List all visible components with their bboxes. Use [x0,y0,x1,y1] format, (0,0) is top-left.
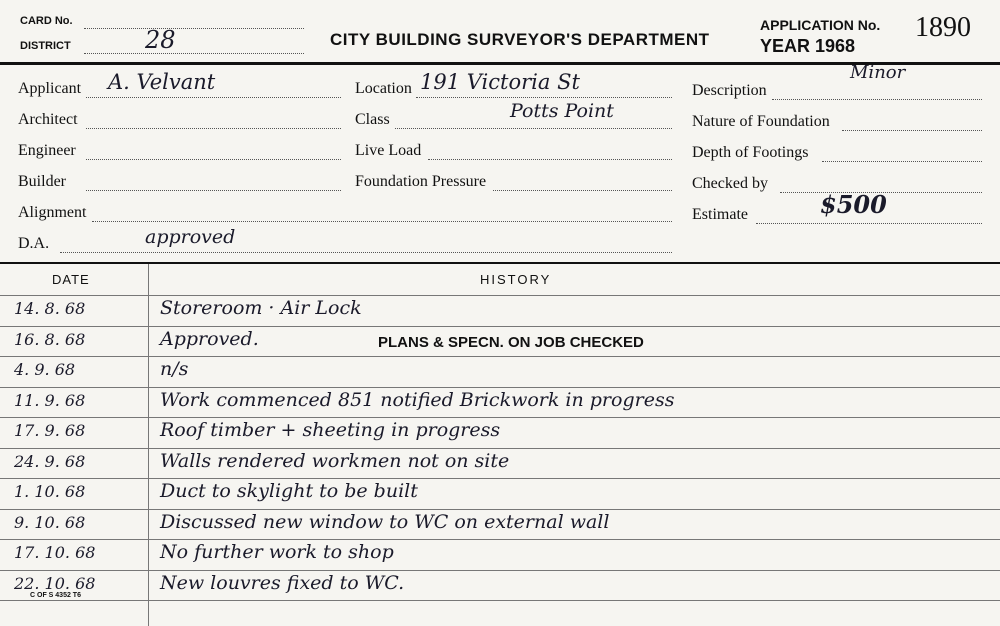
description-label: Description [692,82,767,99]
history-rule [0,356,1000,357]
form-code: C OF S 4352 T6 [30,592,81,599]
history-rule [0,417,1000,418]
card-no-label: CARD No. [20,15,73,27]
nature-line [842,130,982,131]
history-date: 11. 9. 68 [14,390,86,410]
application-number: 1890 [915,12,971,43]
location-line [416,97,672,98]
application-label: APPLICATION No. [760,17,881,33]
engineer-label: Engineer [18,142,76,159]
district-value: 28 [145,26,176,54]
history-rule [0,478,1000,479]
live-load-label: Live Load [355,142,422,159]
date-header: DATE [52,272,90,287]
history-date: 17. 10. 68 [14,543,96,562]
history-text: Work commenced 851 notified Brickwork in progress [160,388,675,411]
applicant-label: Applicant [18,80,82,97]
history-text: Discussed new window to WC on external wall [160,510,610,533]
da-value: approved [145,226,236,248]
class-label: Class [355,111,390,128]
location-label: Location [355,80,412,97]
da-label: D.A. [18,235,50,252]
history-text: Roof timber + sheeting in progress [160,419,501,441]
applicant-value: A. Velvant [108,70,216,94]
district-label: DISTRICT [20,40,71,52]
card-no-line [84,28,304,29]
year-label: YEAR 1968 [760,36,856,56]
department-title: CITY BUILDING SURVEYOR'S DEPARTMENT [330,30,710,49]
history-date: 17. 9. 68 [14,421,86,440]
estimate-value: $500 [820,190,887,219]
history-rule [0,448,1000,449]
history-header: HISTORY [480,272,552,287]
history-date: 4. 9. 68 [14,360,76,379]
history-date: 22. 10. 68 [14,573,96,593]
estimate-line [756,223,982,224]
architect-label: Architect [18,111,78,128]
depth-line [822,161,982,162]
location-value: 191 Victoria St [420,70,580,94]
history-text: n/s [160,358,189,380]
history-date: 16. 8. 68 [14,329,86,349]
history-rule [0,570,1000,571]
history-rule [0,600,1000,601]
checked-label: Checked by [692,175,768,192]
district-line [84,53,304,54]
builder-label: Builder [18,173,66,190]
history-rule [0,539,1000,540]
history-date: 9. 10. 68 [14,512,86,532]
history-text: Duct to skylight to be built [160,480,418,502]
depth-label: Depth of Footings [692,144,809,161]
estimate-label: Estimate [692,206,748,223]
description-line [772,99,982,100]
engineer-line [86,159,341,160]
live-load-line [428,159,672,160]
class-line [395,128,672,129]
description-value: Minor [850,62,906,83]
date-column-divider [148,264,149,626]
alignment-line [92,221,672,222]
history-rule [0,387,1000,388]
builder-line [86,190,341,191]
nature-label: Nature of Foundation [692,113,830,130]
history-text: New louvres fixed to WC. [160,571,405,594]
history-text: Storeroom · Air Lock [160,297,362,319]
history-stamp: PLANS & SPECN. ON JOB CHECKED [378,333,644,351]
history-rule [0,509,1000,510]
architect-line [86,128,341,129]
history-text: Approved. [160,327,259,350]
history-rule [0,326,1000,327]
applicant-line [86,97,341,98]
history-text: Walls rendered workmen not on site [160,449,510,472]
history-date: 1. 10. 68 [14,482,86,501]
foundation-pressure-label: Foundation Pressure [355,173,487,190]
history-date: 24. 9. 68 [14,451,86,471]
history-rule [0,295,1000,296]
location-value-2: Potts Point [510,100,614,122]
foundation-pressure-line [493,190,672,191]
history-date: 14. 8. 68 [14,299,86,318]
history-text: No further work to shop [160,541,394,563]
history-top-divider [0,262,1000,264]
da-line [60,252,672,253]
alignment-label: Alignment [18,204,87,221]
